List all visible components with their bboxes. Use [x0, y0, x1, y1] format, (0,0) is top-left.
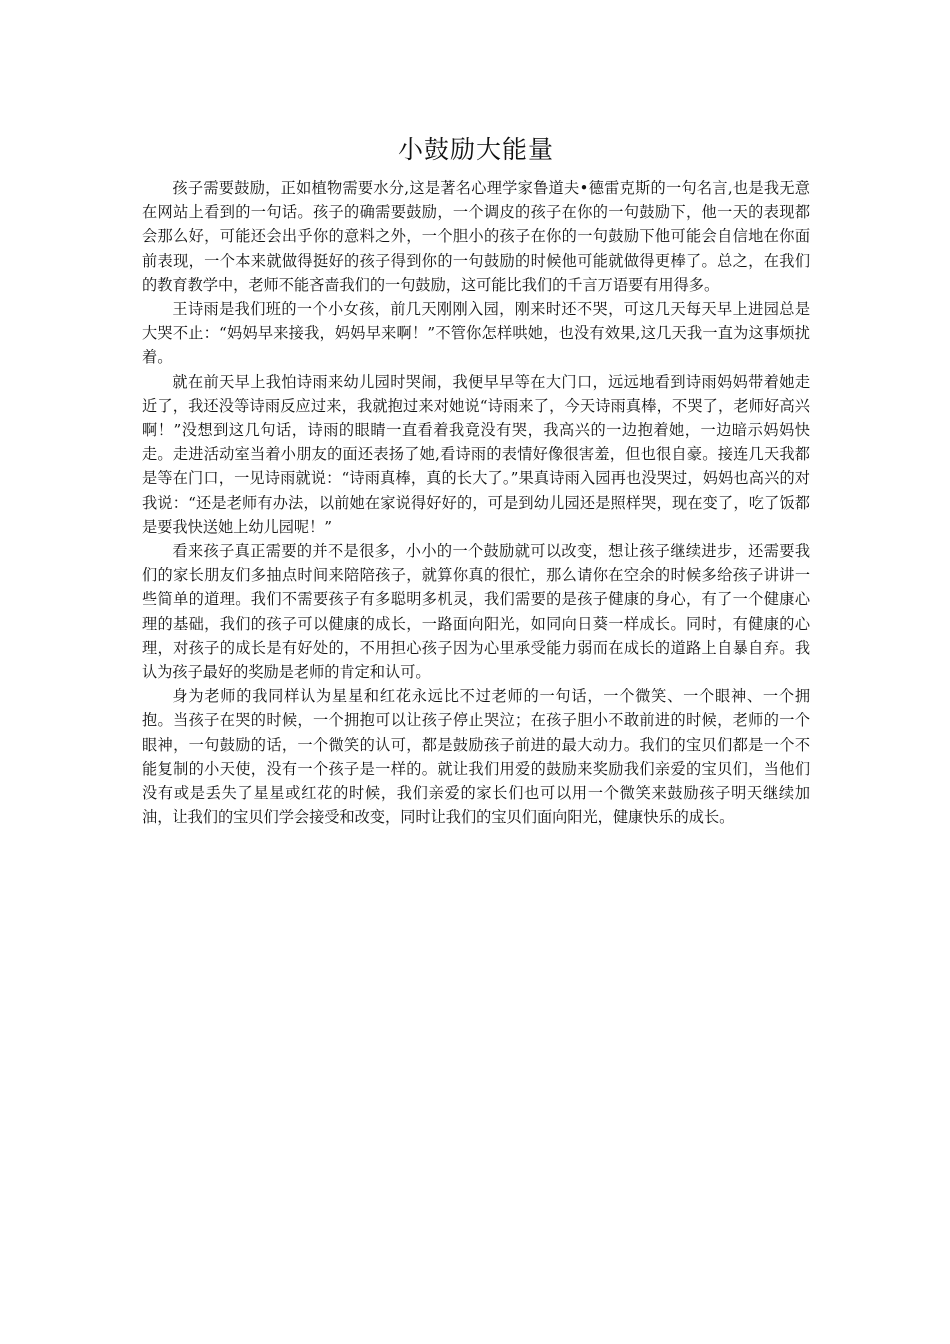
paragraph-1: 孩子需要鼓励，正如植物需要水分,这是著名心理学家鲁道夫•德雷克斯的一句名言,也是我无意在网站上看到的一句话。孩子的确需要鼓励，一个调皮的孩子在你的一句鼓励下，他一天的表现都会那么好，可能还会出乎你的意料之外，一个胆小的孩子在你的一句鼓励下他可能会自信地在你面前表现，一个本来就做得挺好的孩子得到你的一句鼓励的时候他可能就做得更棒了。总之，在我们的教育教学中，老师不能吝啬我们的一句鼓励，这可能比我们的千言万语要有用得多。	[142, 179, 810, 294]
paragraph-3: 就在前天早上我怕诗雨来幼儿园时哭闹，我便早早等在大门口，远远地看到诗雨妈妈带着她走近了，我还没等诗雨反应过来，我就抱过来对她说“诗雨来了，今天诗雨真棒，不哭了，老师好高兴啊！”没想到这几句话，诗雨的眼睛一直看着我竟没有哭，我高兴的一边抱着她，一边暗示妈妈快走。走进活动室当着小朋友的面还表扬了她,看诗雨的表情好像很害羞，但也很自豪。接连几天我都是等在门口，一见诗雨就说：“诗雨真棒，真的长大了。”果真诗雨入园再也没哭过，妈妈也高兴的对我说：“还是老师有办法，以前她在家说得好好的，可是到幼儿园还是照样哭，现在变了，吃了饭都是要我快送她上幼儿园呢！”	[142, 372, 810, 536]
paragraph-4: 看来孩子真正需要的并不是很多，小小的一个鼓励就可以改变，想让孩子继续进步，还需要我们的家长朋友们多抽点时间来陪陪孩子，就算你真的很忙，那么请你在空余的时候多给孩子讲讲一些简单的道理。我们不需要孩子有多聪明多机灵，我们需要的是孩子健康的身心，有了一个健康心理的基础，我们的孩子可以健康的成长，一路面向阳光，如同向日葵一样成长。同时，有健康的心理，对孩子的成长是有好处的，不用担心孩子因为心里承受能力弱而在成长的道路上自暴自弃。我认为孩子最好的奖励是老师的肯定和认可。	[142, 542, 810, 682]
paragraph-2: 王诗雨是我们班的一个小女孩，前几天刚刚入园，刚来时还不哭，可这几天每天早上进园总是大哭不止：“妈妈早来接我，妈妈早来啊！”不管你怎样哄她，也没有效果,这几天我一直为这事烦扰着。	[142, 300, 810, 367]
document-body	[142, 130, 810, 829]
paragraph-5: 身为老师的我同样认为星星和红花永远比不过老师的一句话，一个微笑、一个眼神、一个拥抱。当孩子在哭的时候，一个拥抱可以让孩子停止哭泣；在孩子胆小不敢前进的时候，老师的一个眼神，一句鼓励的话，一个微笑的认可，都是鼓励孩子前进的最大动力。我们的宝贝们都是一个不能复制的小天使，没有一个孩子是一样的。就让我们用爱的鼓励来奖励我们亲爱的宝贝们，当他们没有或是丢失了星星或红花的时候，我们亲爱的家长们也可以用一个微笑来鼓励孩子明天继续加油，让我们的宝贝们学会接受和改变，同时让我们的宝贝们面向阳光，健康快乐的成长。	[142, 687, 810, 827]
document-title: 小鼓励大能量	[397, 135, 554, 164]
